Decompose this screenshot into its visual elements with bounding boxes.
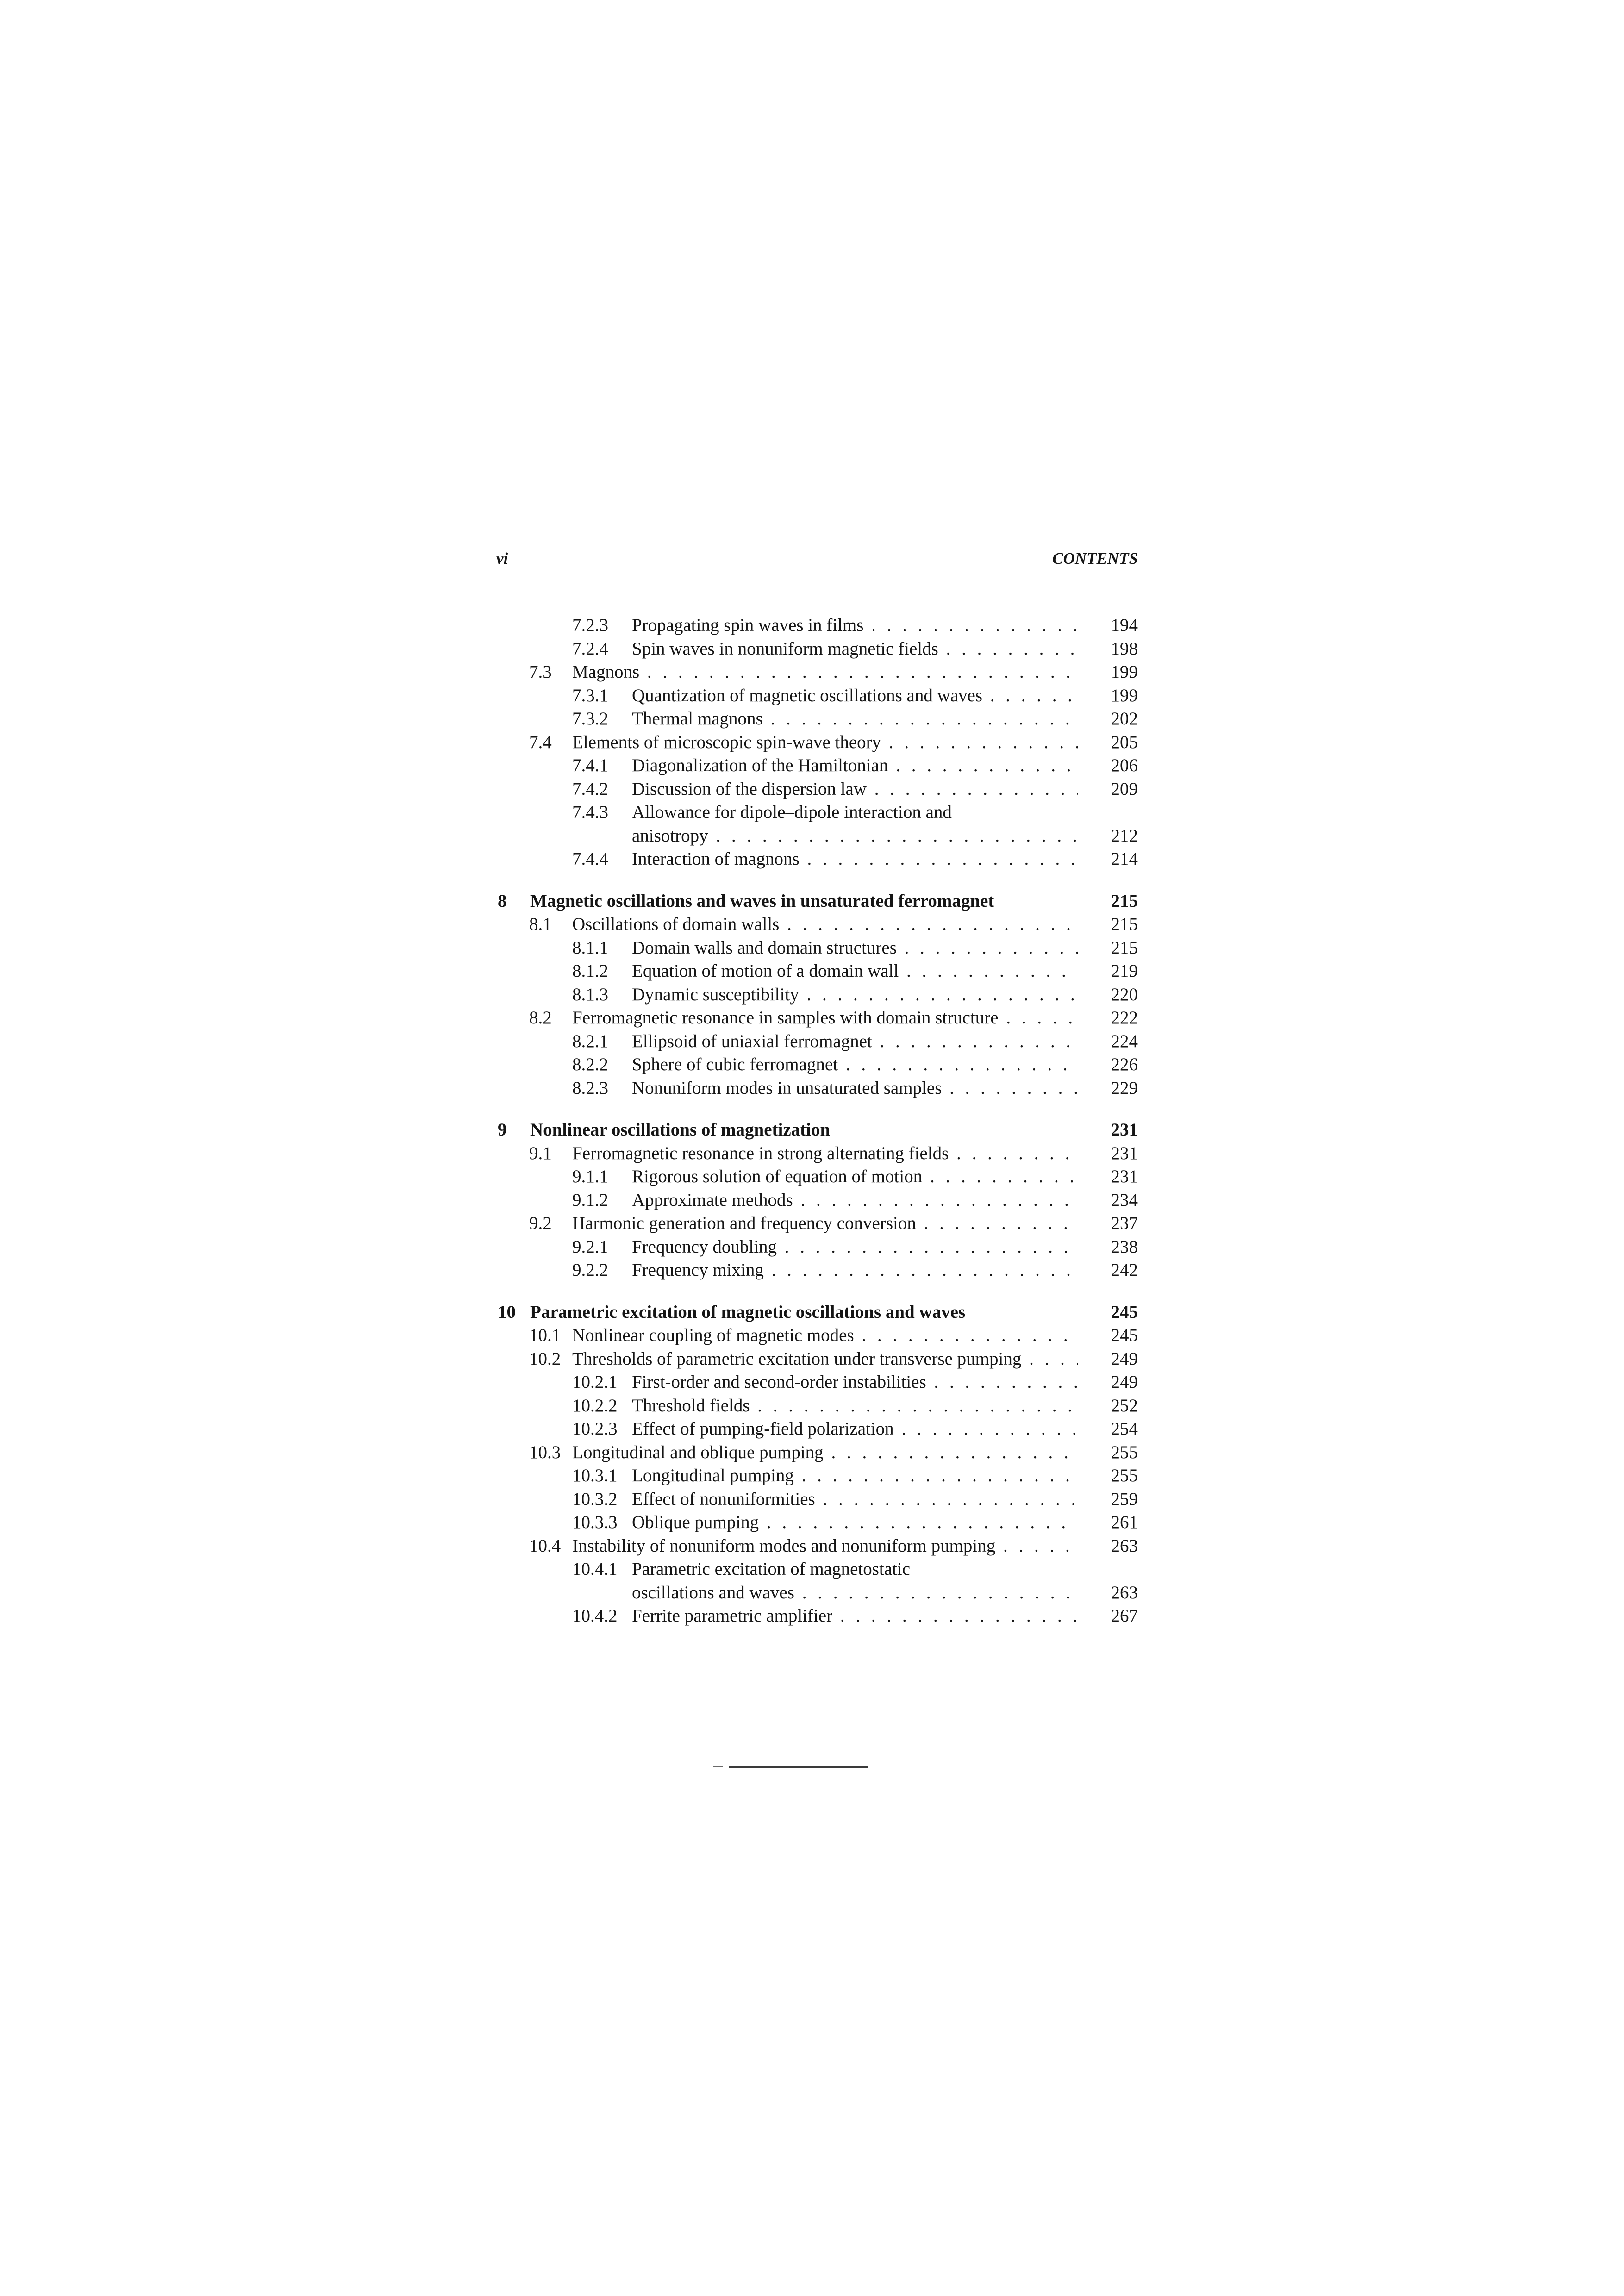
toc-entry — [0, 1441, 1138, 1465]
toc-entry-title: Magnetic oscillations and waves in unsaturated ferromagnet — [530, 891, 994, 911]
toc-entry — [0, 1464, 1138, 1488]
toc-entry-title: Equation of motion of a domain wall . . . — [632, 959, 1078, 983]
toc-entry — [0, 1188, 1138, 1212]
toc-entry-page: 226 — [1111, 1054, 1138, 1074]
toc-entry — [0, 1211, 1138, 1235]
toc-entry-page: 205 — [1111, 732, 1138, 752]
toc-entry-title: Spin waves in nonuniform magnetic fields . . . — [632, 637, 1078, 661]
toc-chapter — [0, 1118, 1138, 1142]
toc-entry-number: 10.4.1 — [572, 1559, 618, 1579]
toc-entry — [0, 707, 1138, 731]
toc-entry-title: Approximate methods . . . — [632, 1188, 1078, 1212]
toc-entry-page: 194 — [1111, 615, 1138, 635]
toc-entry — [0, 1235, 1138, 1259]
toc-entry — [0, 1604, 1138, 1628]
toc-entry-page: 229 — [1111, 1078, 1138, 1098]
toc-entry — [0, 1557, 1138, 1581]
toc-entry-title: Effect of nonuniformities . . . — [632, 1487, 1078, 1511]
toc-entry-number: 9.2.1 — [572, 1236, 608, 1257]
toc-entry-page: 212 — [1111, 825, 1138, 846]
toc-entry — [0, 1006, 1138, 1030]
toc-entry-page: 231 — [1111, 1167, 1138, 1186]
toc-entry-title: Sphere of cubic ferromagnet . . . — [632, 1053, 1078, 1077]
toc-entry-page: 267 — [1111, 1606, 1138, 1626]
toc-entry-title: Longitudinal pumping . . . — [632, 1464, 1078, 1488]
toc-entry-title: Interaction of magnons . . . — [632, 847, 1078, 871]
toc-entry-page: 263 — [1111, 1582, 1138, 1603]
toc-entry-number: 8.2 — [529, 1008, 552, 1028]
toc-entry-page: 234 — [1111, 1190, 1138, 1210]
toc-entry-title: Domain walls and domain structures . . . — [632, 936, 1078, 960]
toc-entry — [0, 684, 1138, 708]
toc-entry-number: 7.4 — [529, 732, 552, 752]
toc-entry-number: 10.2.3 — [572, 1419, 618, 1439]
toc-entry-page: 252 — [1111, 1395, 1138, 1416]
toc-entry-title: Quantization of magnetic oscillations and waves . . . — [632, 684, 1078, 708]
toc-entry-number: 10.1 — [529, 1325, 561, 1345]
toc-entry-page: 222 — [1111, 1008, 1138, 1028]
toc-entry-title: Nonlinear oscillations of magnetization — [530, 1120, 831, 1140]
toc-entry-title: Threshold fields . . . — [632, 1394, 1078, 1418]
toc-entry-page: 215 — [1111, 891, 1138, 911]
toc-entry — [0, 824, 1138, 848]
toc-entry-page: 249 — [1111, 1348, 1138, 1369]
toc-entry-number: 7.2.3 — [572, 615, 608, 635]
toc-entry-page: 259 — [1111, 1489, 1138, 1509]
toc-entry-number: 9.1.2 — [572, 1190, 608, 1210]
toc-entry-number: 8.1.1 — [572, 937, 608, 958]
footer-rule — [729, 1766, 868, 1768]
toc-entry-page: 231 — [1111, 1143, 1138, 1163]
toc-entry-number: 8.1 — [529, 914, 552, 934]
toc-entry-page: 199 — [1111, 685, 1138, 705]
toc-entry-number: 7.3.2 — [572, 709, 608, 729]
toc-entry-title: Parametric excitation of magnetic oscillations and waves — [530, 1302, 966, 1322]
toc-entry — [0, 1534, 1138, 1558]
toc-entry-page: 242 — [1111, 1260, 1138, 1280]
toc-entry-page: 224 — [1111, 1031, 1138, 1051]
toc-entry — [0, 660, 1138, 684]
toc-entry-number: 10.2 — [529, 1348, 561, 1369]
toc-entry-title: Instability of nonuniform modes and nonuniform pumping . . . — [572, 1534, 1078, 1558]
toc-entry-number: 10.4 — [529, 1535, 561, 1556]
toc-entry-title: Nonuniform modes in unsaturated samples . . . — [632, 1076, 1078, 1100]
toc-entry — [0, 936, 1138, 960]
toc-entry-title: Discussion of the dispersion law . . . — [632, 777, 1078, 801]
toc-entry-page: 206 — [1111, 755, 1138, 775]
toc-entry-number: 7.2.4 — [572, 638, 608, 659]
toc-entry-title: Frequency doubling . . . — [632, 1235, 1078, 1259]
toc-entry-number: 10.2.2 — [572, 1395, 618, 1416]
toc-entry-title: Nonlinear coupling of magnetic modes . . . — [572, 1323, 1078, 1348]
toc-entry-title: Allowance for dipole–dipole interaction and — [632, 802, 952, 822]
toc-entry-title: Oscillations of domain walls . . . — [572, 912, 1078, 936]
toc-entry-number: 9 — [498, 1120, 507, 1140]
toc-entry-title: Ellipsoid of uniaxial ferromagnet . . . — [632, 1029, 1078, 1054]
toc-entry-page: 245 — [1111, 1302, 1138, 1322]
toc-entry — [0, 1053, 1138, 1077]
toc-entry-title: Ferromagnetic resonance in samples with domain structure . . . — [572, 1006, 1078, 1030]
toc-entry-number: 8.2.2 — [572, 1054, 608, 1074]
toc-entry-page: 237 — [1111, 1213, 1138, 1233]
page-folio: vi — [496, 549, 508, 568]
toc-entry-page: 245 — [1111, 1325, 1138, 1345]
toc-entry-number: 10.2.1 — [572, 1372, 618, 1392]
toc-entry — [0, 1417, 1138, 1441]
toc-chapter — [0, 889, 1138, 913]
toc-entry-number: 10.3.1 — [572, 1466, 618, 1485]
toc-entry-number: 7.3.1 — [572, 685, 608, 705]
toc-entry — [0, 1487, 1138, 1511]
toc-entry-number: 8 — [498, 891, 507, 911]
toc-entry-number: 7.3 — [529, 662, 552, 682]
toc-entry-number: 10.3.3 — [572, 1512, 618, 1532]
toc-entry-title: oscillations and waves . . . — [632, 1581, 1078, 1605]
toc-entry-number: 9.1.1 — [572, 1167, 608, 1186]
toc-entry — [0, 1323, 1138, 1348]
toc-entry — [0, 754, 1138, 778]
toc-entry — [0, 730, 1138, 755]
toc-entry-number: 8.1.3 — [572, 984, 608, 1004]
toc-entry-title: Parametric excitation of magnetostatic — [632, 1559, 911, 1579]
toc-entry — [0, 1370, 1138, 1394]
toc-entry-page: 219 — [1111, 961, 1138, 981]
toc-entry-title: anisotropy . . . — [632, 824, 1078, 848]
toc-entry-number: 9.1 — [529, 1143, 552, 1163]
toc-entry-page: 254 — [1111, 1419, 1138, 1439]
toc-entry-number: 7.4.4 — [572, 849, 608, 869]
toc-entry-number: 7.4.2 — [572, 779, 608, 799]
toc-entry-page: 215 — [1111, 937, 1138, 958]
toc-entry-number: 9.2.2 — [572, 1260, 608, 1280]
toc-entry-page: 261 — [1111, 1512, 1138, 1532]
toc-entry — [0, 959, 1138, 983]
toc-entry-number: 8.2.3 — [572, 1078, 608, 1098]
toc-entry — [0, 1142, 1138, 1166]
toc-entry-title: Rigorous solution of equation of motion . . . — [632, 1165, 1078, 1189]
toc-entry-title: First-order and second-order instabilities . . . — [632, 1370, 1078, 1394]
toc-entry — [0, 847, 1138, 871]
toc-entry — [0, 1347, 1138, 1371]
toc-entry — [0, 777, 1138, 801]
toc-entry-page: 238 — [1111, 1236, 1138, 1257]
toc-entry-number: 10 — [498, 1302, 516, 1322]
toc-entry-title: Thermal magnons . . . — [632, 707, 1078, 731]
toc-entry — [0, 613, 1138, 637]
toc-entry-page: 220 — [1111, 984, 1138, 1004]
toc-entry — [0, 983, 1138, 1007]
toc-entry-page: 199 — [1111, 662, 1138, 682]
toc-entry-number: 10.3.2 — [572, 1489, 618, 1509]
toc-entry-title: Longitudinal and oblique pumping . . . — [572, 1441, 1078, 1465]
toc-entry — [0, 1510, 1138, 1535]
running-head-title: CONTENTS — [1052, 549, 1138, 568]
toc-entry-page: 214 — [1111, 849, 1138, 869]
footer-dash — [713, 1766, 723, 1767]
toc-entry — [0, 912, 1138, 936]
toc-entry — [0, 1581, 1138, 1605]
toc-entry-page: 255 — [1111, 1442, 1138, 1462]
toc-entry-title: Dynamic susceptibility . . . — [632, 983, 1078, 1007]
toc-entry — [0, 1394, 1138, 1418]
toc-entry — [0, 1029, 1138, 1054]
toc-entry-number: 7.4.1 — [572, 755, 608, 775]
toc-entry-number: 8.1.2 — [572, 961, 608, 981]
toc-entry-title: Ferromagnetic resonance in strong alternating fields . . . — [572, 1142, 1078, 1166]
toc-entry-number: 10.4.2 — [572, 1606, 618, 1626]
toc-entry-page: 263 — [1111, 1535, 1138, 1556]
toc-entry-title: Frequency mixing . . . — [632, 1258, 1078, 1282]
toc-entry-title: Elements of microscopic spin-wave theory . . . — [572, 730, 1078, 755]
toc-entry-title: Thresholds of parametric excitation under transverse pumping . . . — [572, 1347, 1078, 1371]
toc-entry — [0, 1165, 1138, 1189]
toc-entry-title: Magnons . . . — [572, 660, 1078, 684]
toc-entry-page: 209 — [1111, 779, 1138, 799]
toc-entry-title: Propagating spin waves in films . . . — [632, 613, 1078, 637]
toc-entry-title: Ferrite parametric amplifier . . . — [632, 1604, 1078, 1628]
toc-entry-page: 215 — [1111, 914, 1138, 934]
toc-entry-title: Oblique pumping . . . — [632, 1510, 1078, 1535]
toc-entry-number: 7.4.3 — [572, 802, 608, 822]
toc-entry-page: 202 — [1111, 709, 1138, 729]
toc-entry-title: Effect of pumping-field polarization . . . — [632, 1417, 1078, 1441]
toc-entry-title: Harmonic generation and frequency conversion . . . — [572, 1211, 1078, 1235]
toc-entry-number: 10.3 — [529, 1442, 561, 1462]
toc-entry-page: 198 — [1111, 638, 1138, 659]
toc-entry — [0, 1076, 1138, 1100]
toc-entry — [0, 800, 1138, 824]
toc-entry-number: 8.2.1 — [572, 1031, 608, 1051]
toc-entry — [0, 1258, 1138, 1282]
toc-entry-title: Diagonalization of the Hamiltonian . . . — [632, 754, 1078, 778]
toc-entry-page: 255 — [1111, 1466, 1138, 1485]
toc-chapter — [0, 1300, 1138, 1324]
toc-entry-page: 249 — [1111, 1372, 1138, 1392]
toc-entry-number: 9.2 — [529, 1213, 552, 1233]
toc-entry — [0, 637, 1138, 661]
toc-entry-page: 231 — [1111, 1120, 1138, 1140]
